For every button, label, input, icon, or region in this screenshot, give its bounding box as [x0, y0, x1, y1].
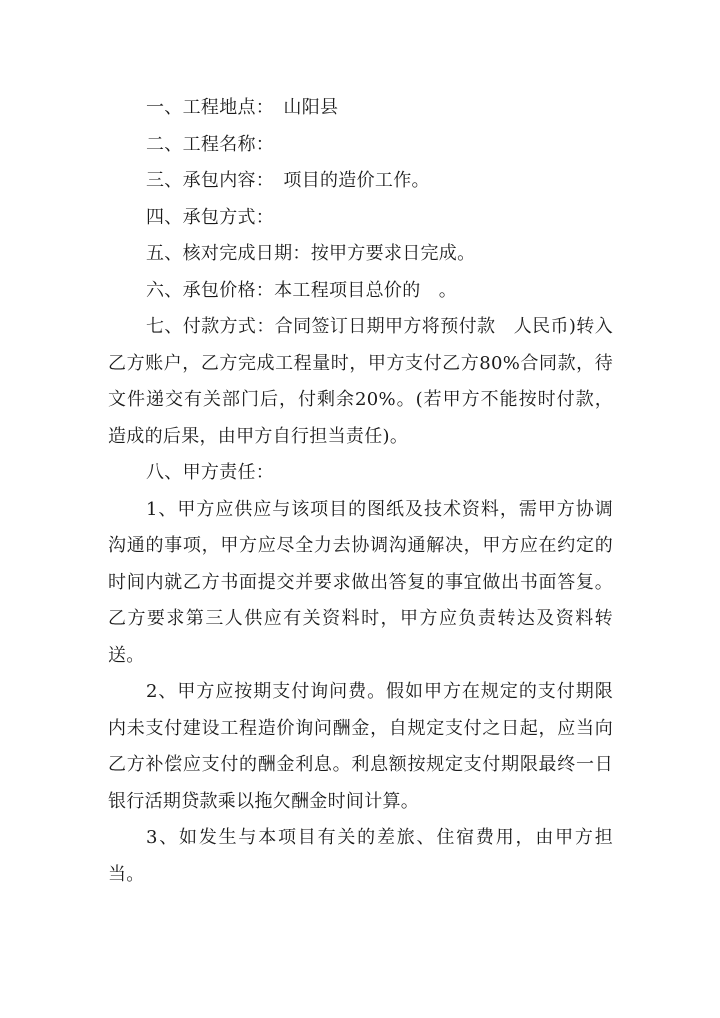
paragraph-contract-content: 三、承包内容： 项目的造价工作。 — [146, 170, 430, 191]
paragraph-clause-1: 1、甲方应供应与该项目的图纸及技术资料，需甲方协调沟通的事项，甲方应尽全力去协调沟通解决，甲方应在约定的时间内就乙方书面提交并要求做出答复的事宜做出书面答复。乙方要求第三人供应有关资料时，甲方应负责转达及资料转送。 — [108, 498, 613, 666]
paragraph-project-location: 一、工程地点： 山阳县 — [146, 97, 339, 118]
document-body — [108, 90, 613, 893]
paragraph-contract-price: 六、承包价格：本工程项目总价的 。 — [146, 279, 458, 301]
paragraph-contract-method: 四、承包方式： — [146, 206, 275, 228]
paragraph-party-a-responsibility: 八、甲方责任： — [146, 462, 275, 483]
paragraph-completion-date: 五、核对完成日期：按甲方要求日完成。 — [146, 243, 476, 264]
paragraph-payment-method: 七、付款方式：合同签订日期甲方将预付款 人民币)转入乙方账户，乙方完成工程量时，甲方支付乙方80%合同款，待文件递交有关部门后，付剩余20%。(若甲方不能按时付款，造成的后果，由甲方自行担当责任)。 — [108, 316, 613, 447]
paragraph-clause-3: 3、如发生与本项目有关的差旅、住宿费用，由甲方担当。 — [108, 827, 613, 885]
paragraph-clause-2: 2、甲方应按期支付询问费。假如甲方在规定的支付期限内未支付建设工程造价询问酬金，自规定支付之日起，应当向乙方补偿应支付的酬金利息。利息额按规定支付期限最终一日银行活期贷款乘以拖欠酬金时间计算。 — [108, 681, 613, 812]
paragraph-project-name: 二、工程名称： — [146, 133, 275, 155]
